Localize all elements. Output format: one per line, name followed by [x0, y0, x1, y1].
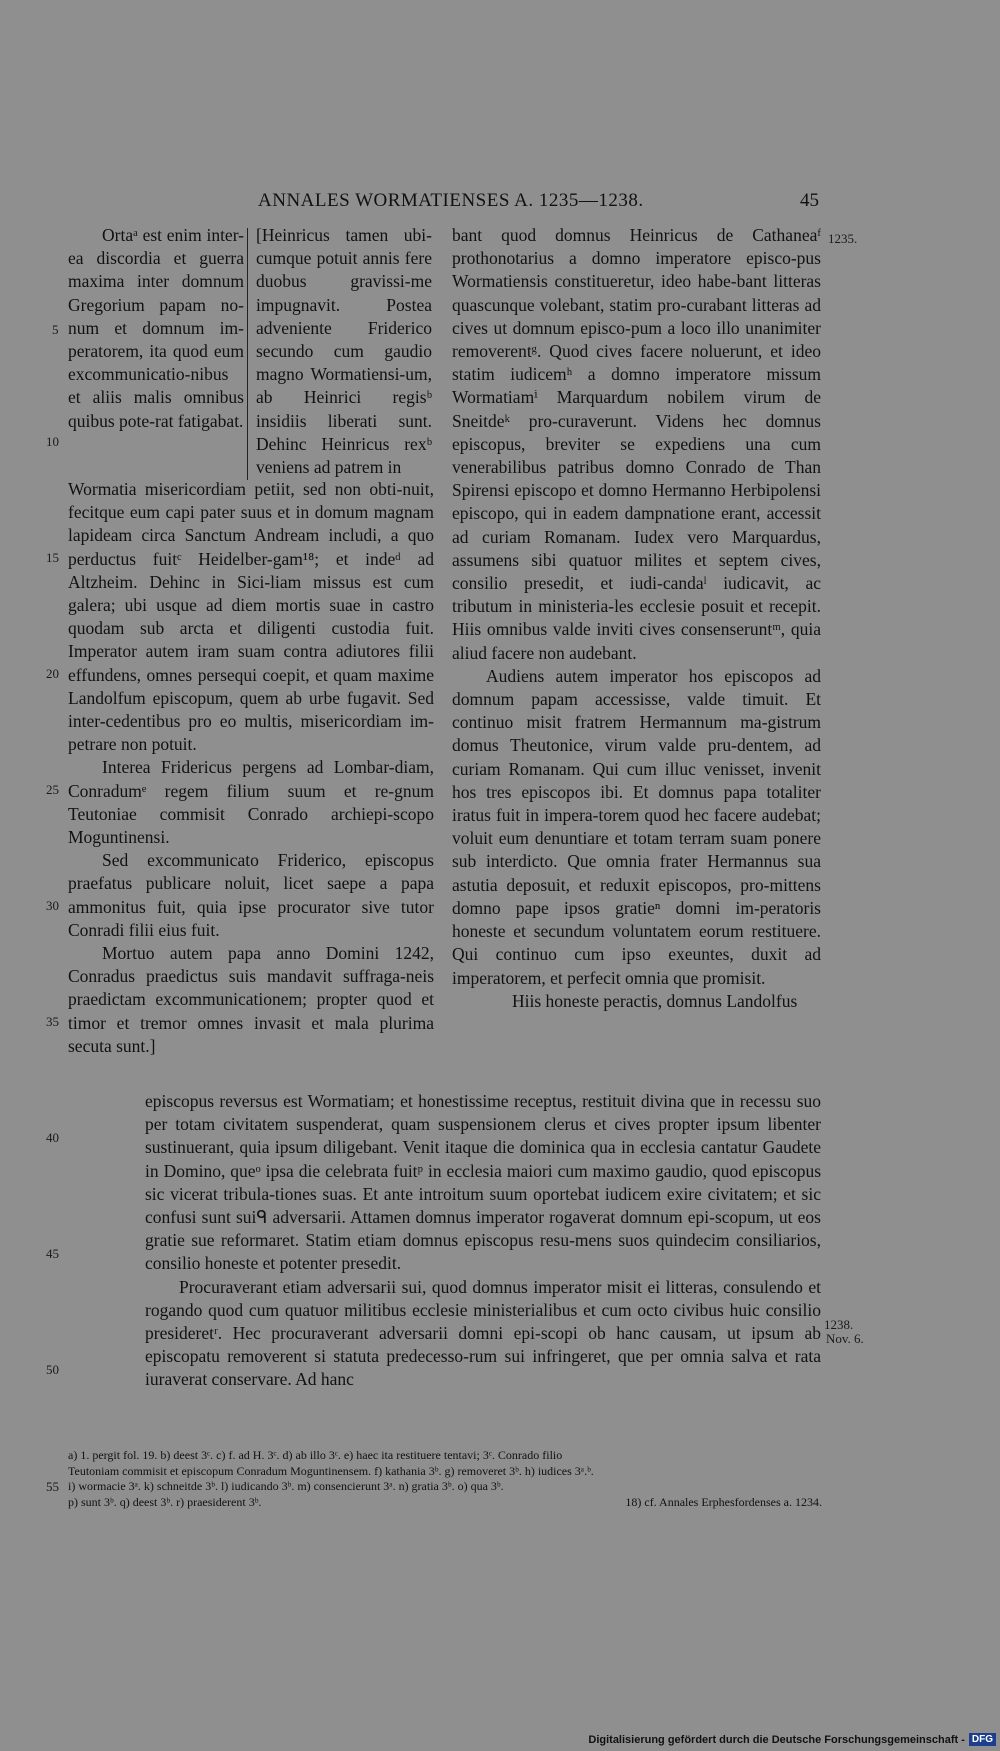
line-number: 40 [46, 1130, 59, 1145]
text-column-left [68, 478, 434, 1058]
paragraph: Interea Fridericus pergens ad Lombar-diam, Conradumᵉ regem filium suum et re-gnum Teutoniae commisit Conrado archiepi-scopo Moguntinensi. [68, 757, 434, 848]
margin-year: 1235. [828, 231, 858, 246]
line-number: 20 [46, 666, 59, 681]
line-number: 35 [46, 1014, 59, 1029]
line-number: 10 [46, 434, 59, 449]
line-number: 50 [46, 1362, 59, 1377]
footnotes [68, 1448, 822, 1510]
bracket-divider [247, 228, 248, 480]
line-number: 5 [52, 322, 59, 337]
footnote-line: Teutoniam commisit et episcopum Conradum Moguntinensem. f) kathania 3ᵇ. g) removeret 3ᵇ. h) iudices 3ᵃ.ᵇ. [68, 1463, 594, 1478]
line-number: 45 [46, 1246, 59, 1261]
running-header: ANNALES WORMATIENSES A. 1235—1238. [258, 190, 644, 211]
paragraph: Sed excommunicato Friderico, episcopus praefatus publicare noluit, licet saepe a papa ammonitus fuit, quia ipse procurator sive tutor Conradi filii eius fuit. [68, 850, 434, 940]
paragraph: Hiis honeste peractis, domnus Landolfus [512, 990, 798, 1011]
paragraph: [Heinricus tamen ubi-cumque potuit annis fere duobus gravissi-me impugnavit. Postea adveniente Friderico secundo cum gaudio magno Wormatiensi-um, ab Heinrici regisᵇ insidiis liberati sunt. Dehinc Heinricus rexᵇ veniens ad patrem in [256, 225, 432, 478]
footnote-text: 18) cf. Annales Erphesfordenses a. 1234. [625, 1494, 822, 1509]
footnote-line [68, 1495, 822, 1511]
footnote-text: p) sunt 3ᵇ. q) deest 3ᵇ. r) praesiderent 3ᵇ. [68, 1494, 262, 1509]
paragraph: Mortuo autem papa anno Domini 1242, Conradus praedictus suis mandavit suffraga-neis praedictam excommunicationem; propter quod et timor et tremor omnes invasit et mala plurima secuta sunt.] [68, 943, 434, 1056]
paragraph: bant quod domnus Heinricus de Cathaneaᶠ prothonotarius a domno imperatore episco-pus Wormatiensis constitueretur, ideo habe-bant litteras quascunque volebant, statim pro-curabant litteras ad cives ut domnum episco-pum a loco illo unanimiter removerentᵍ. Quod cives facere noluerunt, et ideo statim iudicemʰ a domno imperatore missum Wormatiamⁱ Marquardum nobilem virum de Sneitdeᵏ pro-curaverunt. Videns hec domnus episcopus, breviter se expediens una cum venerabilibus patribus domno Conrado de Than Spirensi episcopo et domno Hermanno Herbipolensi episcopo, qui in eadem dampnatione erant, accessit ad curiam Romanam. Iudex vero Marquardus, assumens sibi quatuor milites et septem cives, consilio presedit, et iudi-candaˡ iudicavit, ac tributum in ministeria-les ecclesie posuit et recepit. Hiis omnibus valde inviti cives consenseruntᵐ, quia aliud facere non audebant. [452, 225, 821, 663]
text-column-right [452, 224, 821, 1013]
margin-year: 1238. [824, 1317, 854, 1332]
dfg-logo: DFG [969, 1733, 996, 1746]
line-number: 30 [46, 898, 59, 913]
paragraph: Wormatia misericordiam petiit, sed non obti-nuit, fecitque eum capi pater suus et in domum magnam lapideam circa Sanctum Andream includi, a quo perductus fuitᶜ Heidelber-gam¹⁸; et indeᵈ ad Altzheim. Dehinc in Sici-liam missus est cum galera; ubi usque ad diem mortis suae in castro quodam sub arcta et diligenti custodia fuit. Imperator autem iram suam contra adiutores filii effundens, omnes persequi coepit, et quam maxime Landolfum episcopum, quem ab urbe fugavit. Sed inter-cedentibus pro eo multis, misericordiam im-petrare non potuit. [68, 479, 434, 755]
margin-date: Nov. 6. [826, 1331, 864, 1346]
page-number: 45 [800, 190, 819, 211]
text-column-b [256, 224, 432, 479]
paragraph: Procuraverant etiam adversarii sui, quod domnus imperator misit ei litteras, consulendo et rogando quod cum quatuor militibus ecclesie ministerialibus et cum octo civibus huic consilio presideretʳ. Hec procuraverant adversarii domni epi-scopi ob hanc causam, ut ipsum ab episcopatu removerent si statuta predecesso-rum sui infringeret, que per omnia salva et rata iuraverat conservare. Ad hanc [145, 1276, 821, 1390]
text-full-width [145, 1090, 821, 1392]
line-number: 25 [46, 782, 59, 797]
line-number: 55 [46, 1479, 59, 1494]
paragraph: Audiens autem imperator hos episcopos ad domnum papam accessisse, valde timuit. Et continuo misit fratrem Hermannum ma-gistrum domus Theutonice, virum valde pru-dentem, ad curiam Romanam. Qui cum illuc venisset, invenit hos tres episcopos ibi. Et domnus papa totaliter iratus fuit in impera-torem quod hec facere audebat; voluit eum denuntiare et totam terram suam ponere sub interdicto. Que omnia frater Hermannus sua astutia deposuit, et reduxit episcopos, pro-mittens domno pape ipsos gratieⁿ domni im-peratoris honeste et secundum voluntatem eorum restituere. Qui continuo cum ipso exeuntes, duxit ad imperatorem, et perfecit omnia que promisit. [452, 665, 821, 988]
text-column-a [68, 224, 244, 433]
footnote-line: i) wormacie 3ᵃ. k) schneitde 3ᵇ. l) iudicando 3ᵇ. m) consencierunt 3ᵃ. n) gratia 3ᵇ. o) qua 3ᵇ. [68, 1479, 504, 1493]
paragraph: Ortaᵃ est enim inter-ea discordia et guerra maxima inter domnum Gregorium papam no-num et domnum im-peratorem, ita quod eum excommunicatio-nibus et aliis malis omnibus quibus pote-rat fatigabat. [68, 225, 244, 431]
paragraph: episcopus reversus est Wormatiam; et honestissime receptus, restituit divina que in recessu suo per totam civitatem suspenderat, quam suspensionem clerus et cives propter ipsum libenter sustinuerant, quia ipsum diligebant. Venit itaque die dominica qua in ecclesia cantatur Gaudete in Domino, queᵒ ipsa die celebrata fuitᵖ in ecclesia maiori cum maximo gaudio, quod episcopus sic vicerat tribula-tiones suas. Et ante introitum suum oportebat iudicem exire civitatem; et sic confusi sunt suiᑫ adversarii. Attamen domnus imperator rogaverat domnum epi-scopum, ut eos gratie sue reformaret. Statim etiam domnus episcopus resu-mens suos quindecim consiliarios, consilio honeste et potenter presedit. [145, 1091, 821, 1274]
footnote-line: a) 1. pergit fol. 19. b) deest 3ᶜ. c) f. ad H. 3ᶜ. d) ab illo 3ᶜ. e) haec ita restituere tentavi; 3ᶜ. Conrado filio [68, 1448, 563, 1462]
line-number: 15 [46, 550, 59, 565]
funding-banner [588, 1731, 996, 1748]
funding-text: Digitalisierung gefördert durch die Deutsche Forschungsgemeinschaft - [588, 1733, 965, 1746]
